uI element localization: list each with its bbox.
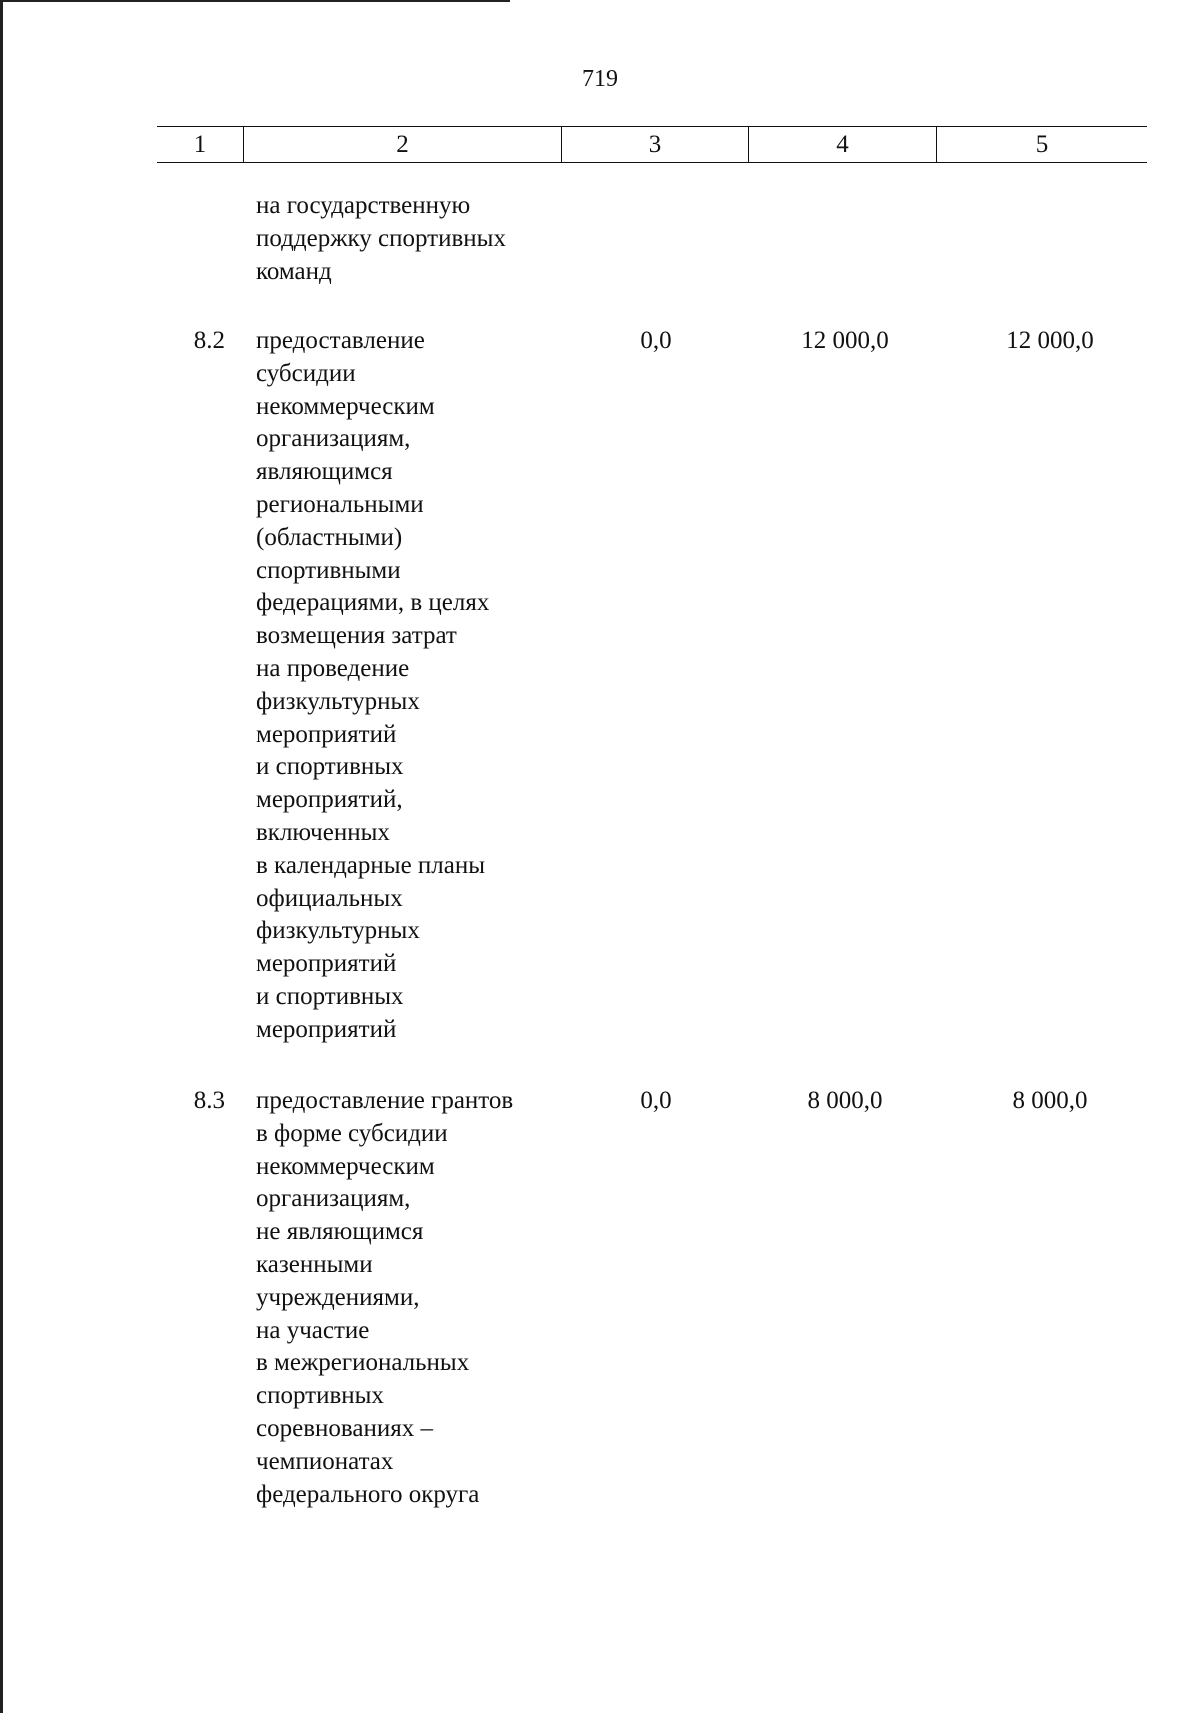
row-8-3-number: 8.3 [193,1087,225,1114]
row-8-2-col3: 0,0 [640,327,672,354]
row-8-3-text: предоставление грантов в форме субсидии некоммерческим организациям, не являющимся казенными учреждениями, на участие в межрегиональных спортивных соревнованиях – чемпионатах федерального округа [256,1087,514,1508]
table-header-row [157,126,1147,163]
header-col-3: 3 [561,127,748,162]
row-8-3-col4: 8 000,0 [807,1087,883,1114]
header-col-4: 4 [748,127,936,162]
row-8-2-col4: 12 000,0 [801,327,889,354]
row-8-3-col5: 8 000,0 [1012,1087,1088,1114]
row-8-3-col3: 0,0 [640,1087,672,1114]
header-col-5: 5 [936,127,1147,162]
page-number: 719 [582,66,618,92]
scan-edge-left [0,0,3,1713]
header-col-2: 2 [243,127,561,162]
row-8-2-text: предоставление субсидии некоммерческим организациям, являющимся региональными (областными) спортивными федерациями, в целях возмещения затрат на проведение физкультурных мероприятий и спортивных мероприятий, включенных в календарные планы официальных физкультурных мероприятий и спортивных мероприятий [256,327,490,1043]
scan-edge-top [0,0,510,2]
row-8-2-col5: 12 000,0 [1006,327,1094,354]
header-col-1: 1 [193,131,207,158]
row-continuation-text: на государственную поддержку спортивных команд [256,192,506,285]
row-8-2-number: 8.2 [193,327,225,354]
